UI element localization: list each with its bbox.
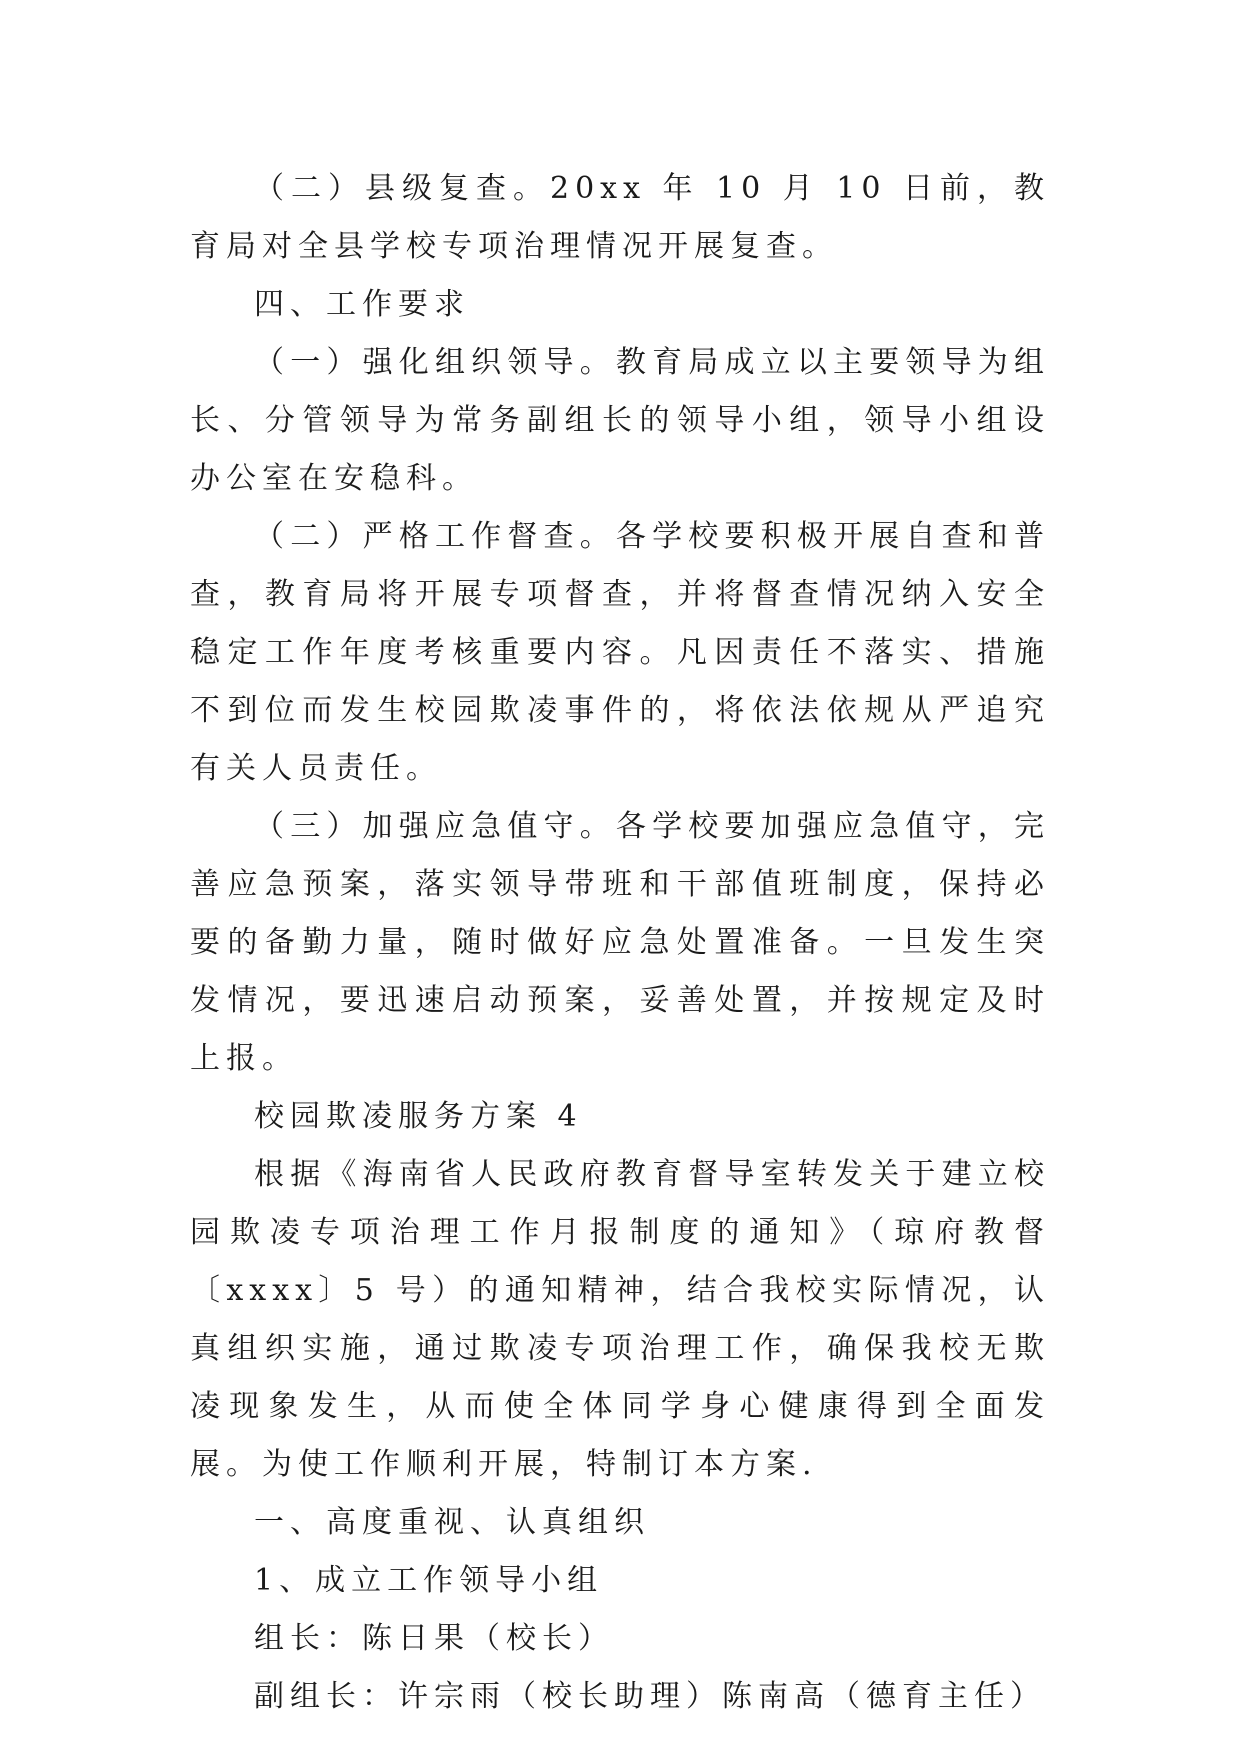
section-heading-work-requirements: 四、工作要求: [254, 287, 470, 322]
paragraph-plan-basis: 根据《海南省人民政府教育督导室转发关于建立校园欺凌专项治理工作月报制度的通知》（琼府教督〔xxxx〕5 号）的通知精神，结合我校实际情况，认真组织实施，通过欺凌专项治理工作，确保我校无欺凌现象发生，从而使全体同学身心健康得到全面发展。为使工作顺利开展，特制订本方案.: [190, 1157, 1050, 1482]
paragraph-county-review: （二）县级复查。20xx 年 10 月 10 日前，教育局对全县学校专项治理情况开展复查。: [190, 171, 1050, 264]
paragraph-organization-leadership: （一）强化组织领导。教育局成立以主要领导为组长、分管领导为常务副组长的领导小组，领导小组设办公室在安稳科。: [190, 345, 1050, 496]
line-deputy-group-leaders: 副组长：许宗雨（校长助理）陈南高（德育主任）: [254, 1679, 1046, 1714]
line-group-leader: 组长：陈日果（校长）: [254, 1621, 614, 1656]
paragraph-work-supervision: （二）严格工作督查。各学校要积极开展自查和普查，教育局将开展专项督查，并将督查情况纳入安全稳定工作年度考核重要内容。凡因责任不落实、措施不到位而发生校园欺凌事件的，将依法依规从严追究有关人员责任。: [190, 519, 1050, 786]
document-body: [190, 160, 1050, 1726]
section-heading-attention-organization: 一、高度重视、认真组织: [254, 1505, 650, 1540]
paragraph-emergency-duty: （三）加强应急值守。各学校要加强应急值守，完善应急预案，落实领导带班和干部值班制度，保持必要的备勤力量，随时做好应急处置准备。一旦发生突发情况，要迅速启动预案，妥善处置，并按规定及时上报。: [190, 809, 1050, 1076]
subheading-leadership-group: 1、成立工作领导小组: [254, 1563, 604, 1598]
heading-service-plan-4: 校园欺凌服务方案 4: [254, 1099, 583, 1134]
